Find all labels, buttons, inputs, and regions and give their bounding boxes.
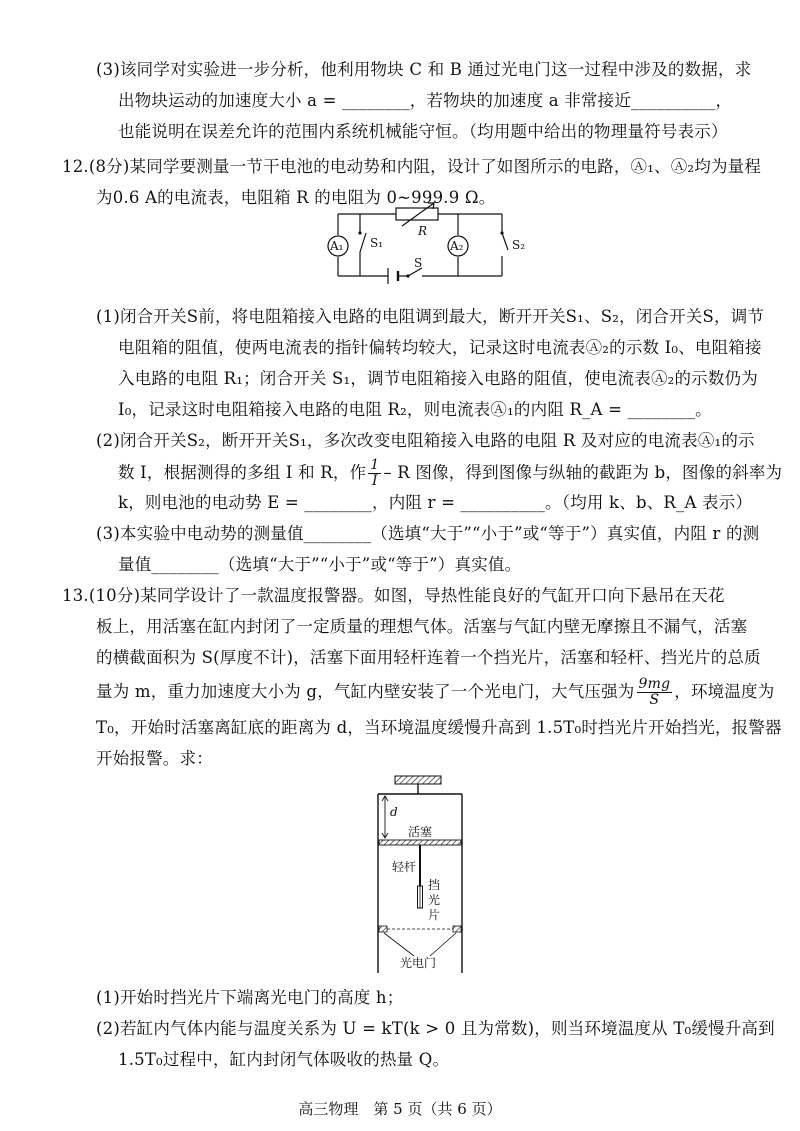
circuit-diagram bbox=[318, 200, 528, 290]
q13-line4-b: ，环境温度为 bbox=[674, 682, 775, 701]
ammeter-a1-label: A₁ bbox=[330, 239, 344, 253]
q13-line1: 13.(10分)某同学设计了一款温度报警器。如图，导热性能良好的气缸开口向下悬吊在天花 bbox=[62, 586, 725, 605]
q12-frac-num: 1 bbox=[370, 457, 380, 473]
cylinder-figure bbox=[370, 768, 470, 980]
switch-s-label: S bbox=[414, 256, 423, 270]
q12-p2-line2-a: 数 I，根据测得的多组 I 和 R，作 bbox=[118, 463, 367, 482]
q12-p1-line2: 电阻箱的阻值，使两电流表的指针偏转均较大，记录这时电流表Ⓐ₂的示数 I₀、电阻箱接 bbox=[118, 338, 762, 357]
q12-line2: 为0.6 A的电流表，电阻箱 R 的电阻为 0~999.9 Ω。 bbox=[96, 188, 496, 207]
page-footer: 高三物理 第 5 页（共 6 页） bbox=[298, 1100, 502, 1118]
q12-p3-line2: 量值________（选填“大于”“小于”或“等于”）真实值。 bbox=[118, 555, 522, 574]
resistor-r-label: R bbox=[418, 224, 428, 238]
distance-d-label: d bbox=[390, 805, 398, 819]
ammeter-a2-label: A₂ bbox=[450, 239, 464, 253]
q12-p2-line3: k，则电池的电动势 E = ________，内阻 r = __________。（均用 k、b、R_A 表示） bbox=[118, 493, 753, 512]
q11-p3-line2 bbox=[118, 89, 732, 113]
shade-plate-char3: 片 bbox=[428, 908, 441, 922]
q13-p2-line2: 1.5T₀过程中，缸内封闭气体吸收的热量 Q。 bbox=[118, 1050, 450, 1069]
rod-label: 轻杆 bbox=[392, 860, 417, 874]
q13-line5: T₀，开始时活塞离缸底的距离为 d，当环境温度缓慢升高到 1.5T₀时挡光片开始挡光，报警器 bbox=[96, 718, 782, 737]
q13-line4 bbox=[96, 677, 774, 708]
shade-plate-char2: 光 bbox=[428, 893, 441, 907]
q12-p3-line1: (3)本实验中电动势的测量值________（选填“大于”“小于”或“等于”）真实值，内阻 r 的测 bbox=[96, 524, 760, 543]
q11-p3-line2-a: 出物块运动的加速度大小 a = ________，若物块的加速度 a 非常接近 bbox=[118, 91, 632, 110]
q11-p3-line2-b: __________， bbox=[631, 91, 733, 110]
q12-p2-line1: (2)闭合开关S₂，断开开关S₁，多次改变电阻箱接入电路的电阻 R 及对应的电流表Ⓐ₁的示 bbox=[96, 431, 755, 450]
photogate-label: 光电门 bbox=[400, 956, 437, 970]
shade-plate-char1: 挡 bbox=[428, 878, 441, 892]
q12-p1-line1: (1)闭合开关S前，将电阻箱接入电路的电阻调到最大，断开开关S₁、S₂，闭合开关S，调节 bbox=[96, 307, 765, 326]
cylinder-svg bbox=[370, 768, 470, 980]
q12-p1-line4: I₀，记录这时电阻箱接入电路的电阻 R₂，则电流表Ⓐ₁的内阻 R_A = ________。 bbox=[118, 400, 712, 419]
switch-s1-label: S₁ bbox=[370, 236, 384, 250]
q12-p2-line2-b: – R 图像，得到图像与纵轴的截距为 b，图像的斜率为 bbox=[383, 463, 783, 482]
q13-line2: 板上，用活塞在缸内封闭了一定质量的理想气体。活塞与气缸内壁无摩擦且不漏气，活塞 bbox=[96, 617, 748, 636]
switch-s2-label: S₂ bbox=[512, 238, 526, 252]
q13-p2-line1: (2)若缸内气体内能与温度关系为 U = kT(k > 0 且为常数)，则当环境温度从 T₀缓慢升高到 bbox=[96, 1019, 775, 1038]
q12-frac-den: I bbox=[371, 473, 378, 489]
q13-line4-a: 量为 m，重力加速度大小为 g，气缸内壁安装了一个光电门，大气压强为 bbox=[96, 682, 635, 701]
q11-p3-line1: (3)该同学对实验进一步分析，他利用物块 C 和 B 通过光电门这一过程中涉及的数据，求 bbox=[96, 60, 752, 79]
q12-line1: 12.(8分)某同学要测量一节干电池的电动势和内阻，设计了如图所示的电路，Ⓐ₁、Ⓐ₂均为量程 bbox=[62, 157, 762, 176]
q13-line6: 开始报警。求： bbox=[96, 749, 213, 768]
piston-label: 活塞 bbox=[408, 825, 433, 839]
q13-p1: (1)开始时挡光片下端离光电门的高度 h； bbox=[96, 988, 404, 1007]
q13-line3: 的横截面积为 S(厚度不计)，活塞下面用轻杆连着一个挡光片，活塞和轻杆、挡光片的总质 bbox=[96, 648, 761, 667]
q12-p2-line2 bbox=[118, 458, 782, 489]
q11-p3-line3: 也能说明在误差允许的范围内系统机械能守恒。（均用题中给出的物理量符号表示） bbox=[118, 122, 728, 141]
q12-p1-line3: 入电路的电阻 R₁；闭合开关 S₁，调节电阻箱接入电路的阻值，使电流表Ⓐ₂的示数仍为 bbox=[118, 369, 758, 388]
q13-fraction bbox=[637, 677, 673, 708]
shade-plate-label bbox=[428, 878, 440, 923]
q13-frac-num: 9mg bbox=[638, 676, 671, 692]
q12-fraction bbox=[368, 458, 381, 489]
q13-frac-den: S bbox=[649, 692, 660, 708]
circuit-svg bbox=[318, 200, 528, 290]
